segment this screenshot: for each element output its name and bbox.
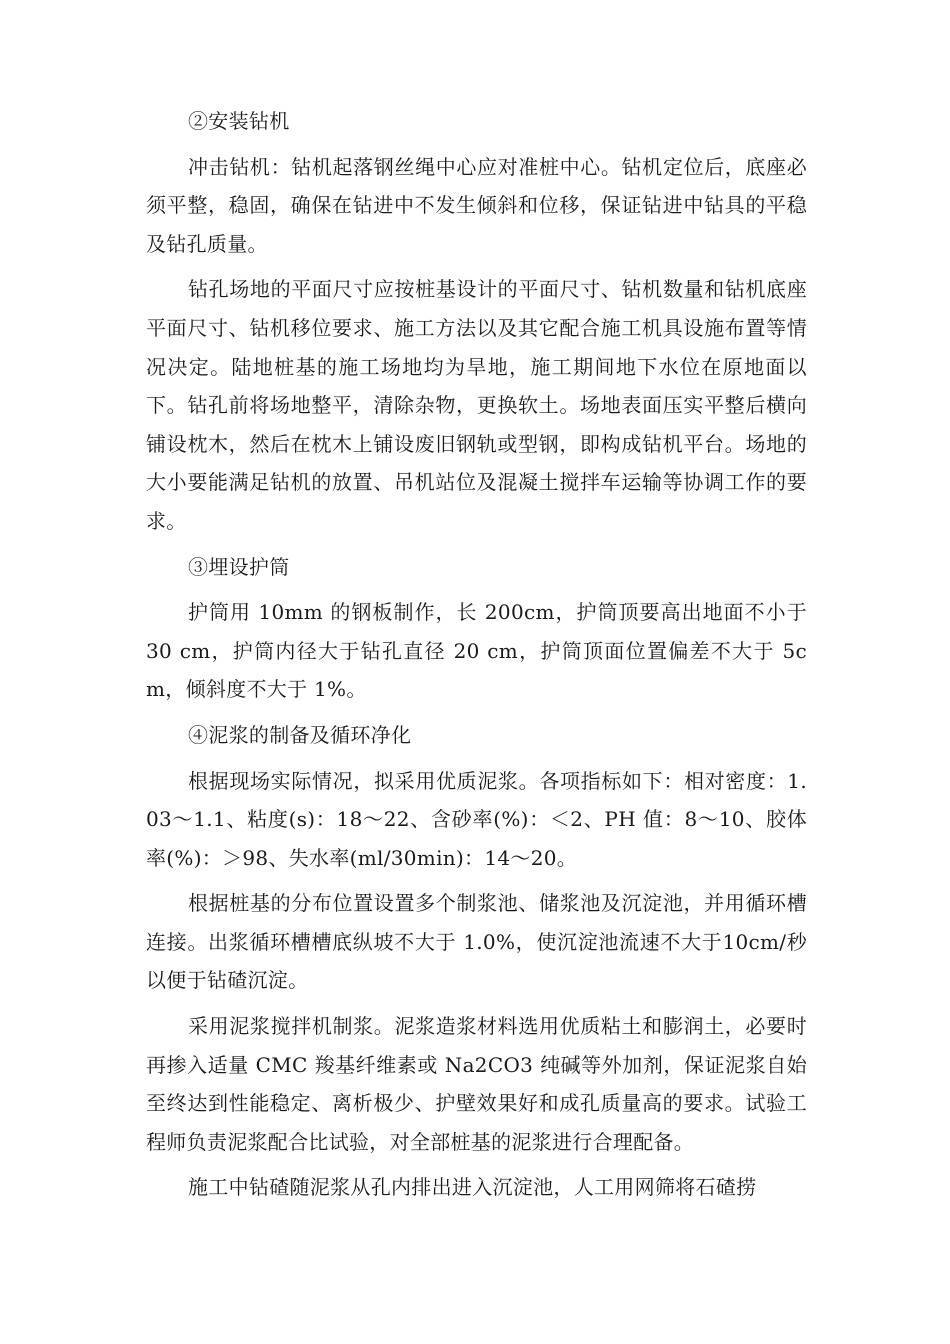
paragraph-mud-mixer: 采用泥浆搅拌机制浆。泥浆造浆材料选用优质粘土和膨润土，必要时再掺入适量 CMC 羧基纤维素或 Na2CO3 纯碱等外加剂，保证泥浆自始至终达到性能稳定、离析极少、护壁效果好和成孔质量高的要求。试验工程师负责泥浆配合比试验，对全部桩基的泥浆进行合理配备。 bbox=[146, 1014, 807, 1154]
section-heading-mud: ④泥浆的制备及循环净化 bbox=[188, 722, 412, 747]
paragraph-impact-drill: 冲击钻机：钻机起落钢丝绳中心应对准桩中心。钻机定位后，底座必须平整，稳固，确保在钻进中不发生倾斜和位移，保证钻进中钻具的平稳及钻孔质量。 bbox=[146, 154, 807, 256]
paragraph-mud-pools: 根据桩基的分布位置设置多个制浆池、储浆池及沉淀池，并用循环槽连接。出浆循环槽槽底纵坡不大于 1.0%，使沉淀池流速不大于10cm/秒以便于钻碴沉淀。 bbox=[146, 891, 807, 993]
paragraph-drilling-site: 钻孔场地的平面尺寸应按桩基设计的平面尺寸、钻机数量和钻机底座平面尺寸、钻机移位要求、施工方法以及其它配合施工机具设施布置等情况决定。陆地桩基的施工场地均为旱地，施工期间地下水位在原地面以下。钻孔前将场地整平，清除杂物，更换软土。场地表面压实平整后横向铺设枕木，然后在枕木上铺设废旧钢轨或型钢，即构成钻机平台。场地的大小要能满足钻机的放置、吊机站位及混凝土搅拌车运输等协调工作的要求。 bbox=[146, 277, 807, 533]
paragraph-casing: 护筒用 10mm 的钢板制作，长 200cm，护筒顶要高出地面不小于 30 cm，护筒内径大于钻孔直径 20 cm，护筒顶面位置偏差不大于 5cm，倾斜度不大于 1%。 bbox=[146, 600, 807, 702]
paragraph-mud-spec: 根据现场实际情况，拟采用优质泥浆。各项指标如下：相对密度：1.03～1.1、粘度(s)：18～22、含砂率(%)：＜2、PH 值：8～10、胶体率(%)：＞98、失水率(ml/30min)：14～20。 bbox=[146, 768, 807, 870]
document-body bbox=[146, 102, 807, 1207]
section-heading-install-drill: ②安装钻机 bbox=[188, 109, 290, 133]
section-heading-casing: ③埋设护筒 bbox=[188, 554, 290, 579]
paragraph-drilling-residue: 施工中钻碴随泥浆从孔内排出进入沉淀池，人工用网筛将石碴捞 bbox=[188, 1175, 757, 1200]
